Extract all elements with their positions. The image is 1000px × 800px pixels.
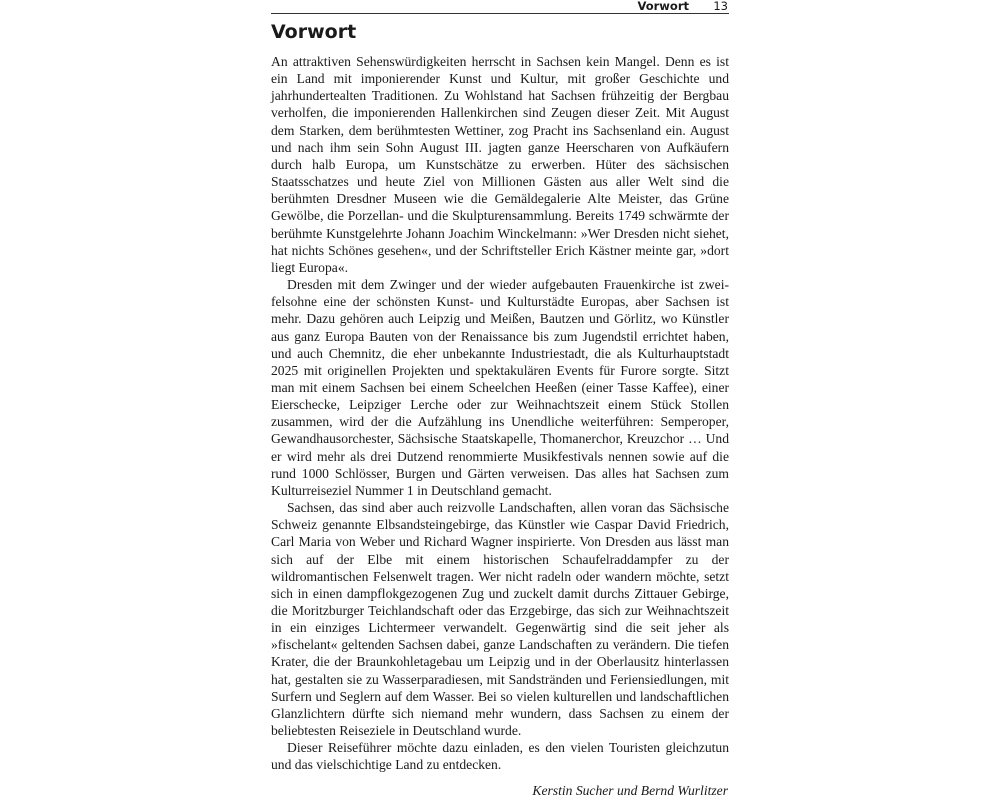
paragraph: Dieser Reiseführer möchte dazu einladen, es den vielen Touristen gleichzutun und das vielschichtige Land zu entdecken.	[271, 740, 729, 773]
author-signature: Kerstin Sucher und Bernd Wurlitzer	[532, 783, 728, 798]
running-header-title: Vorwort	[637, 0, 689, 13]
page-number: 13	[713, 0, 728, 13]
paragraph: An attraktiven Sehenswürdigkeiten herrscht in Sachsen kein Mangel. Denn es ist ein Land mit imponierender Kunst und Kultur, mit großer Geschichte und jahrhundertealten Traditionen. Zu Wohlstand hat Sachsen frühzeitig der Bergbau verholfen, die imponierenden Hallenkirchen sind Zeugen dieser Zeit. Mit August dem Starken, dem berühmtesten Wettiner, zog Pracht ins Sachsenland ein. August und nach ihm sein Sohn August III. jagten ganze Heerscharen von Aufkäufern durch halb Europa, um Kunstschätze zu erwerben. Hüter des sächsischen Staatsschatzes und heute Ziel von Millionen Gästen aus aller Welt sind die berühmten Dresdner Museen wie die Gemäldegalerie Alte Meister, das Grüne Gewölbe, die Porzellan- und die Skulpturensammlung. Bereits 1749 schwärmte der berühmte Kunstgelehrte Johann Joachim Winckelmann: »Wer Dresden nicht siehet, hat nichts Schönes gesehen«, und der Schriftsteller Erich Kästner meinte gar, »dort liegt Europa«.	[271, 54, 729, 275]
running-header	[271, 0, 729, 14]
paragraph: Dresden mit dem Zwinger und der wieder aufgebauten Frauenkirche ist zweifelsohne eine der schönsten Kunst- und Kulturstädte Europas, aber Sachsen ist mehr. Dazu gehören auch Leipzig und Meißen, Bautzen und Görlitz, wo Künstler aus ganz Europa Bauten von der Renaissance bis zum Jugendstil errichtet haben, und auch Chemnitz, die eher unbekannte Industriestadt, die als Kulturhauptstadt 2025 mit originellen Projekten und spektakulären Events für Furore sorgte. Sitzt man mit einem Sachsen bei einem Scheelchen Heeßen (einer Tasse Kaffee), einer Eierschecke, Leipziger Lerche oder zur Weihnachtszeit einem Stück Stollen zusammen, wird der die Aufzählung ins Unendliche weiterführen: Semperoper, Gewandhausorchester, Sächsische Staatskapelle, Thomanerchor, Kreuzchor … Und er wird mehr als drei Dutzend renommierte Musikfestivals nennen sowie auf die rund 1000 Schlösser, Burgen und Gärten verweisen. Das alles hat Sachsen zum Kulturreiseziel Nummer 1 in Deutschland gemacht.	[271, 277, 729, 498]
body-text	[271, 53, 729, 774]
chapter-title: Vorwort	[271, 21, 357, 43]
book-page	[271, 0, 729, 800]
paragraph: Sachsen, das sind aber auch reizvolle Landschaften, allen voran das Sächsische Schweiz genannte Elbsandsteingebirge, das Künstler wie Caspar David Friedrich, Carl Maria von Weber und Richard Wagner inspirierte. Von Dresden aus lässt man sich auf der Elbe mit einem historischen Schaufelraddampfer zu der wildromantischen Felsenwelt tragen. Wer nicht radeln oder wandern möchte, setzt sich in einen dampflokgezogenen Zug und zuckelt damit durchs Zittauer Gebirge, die Moritzburger Teichlandschaft oder das Erzgebirge, das sich zur Weihnachtszeit in ein einziges Lichtermeer verwandelt. Gegenwärtig sind die seit jeher als »fischelant« geltenden Sachsen dabei, ganze Landschaften zu verändern. Die tiefen Krater, die der Braunkohletagebau um Leipzig und in der Oberlausitz hinterlassen hat, gestalten sie zu Wasserparadiesen, mit Sandstränden und Feriensiedlungen, mit Surfern und Seglern auf dem Wasser. Bei so vielen kulturellen und landschaftlichen Glanzlichtern dürfte sich niemand mehr wundern, dass Sachsen zu einem der beliebtesten Reiseziele in Deutschland wurde.	[271, 500, 729, 739]
